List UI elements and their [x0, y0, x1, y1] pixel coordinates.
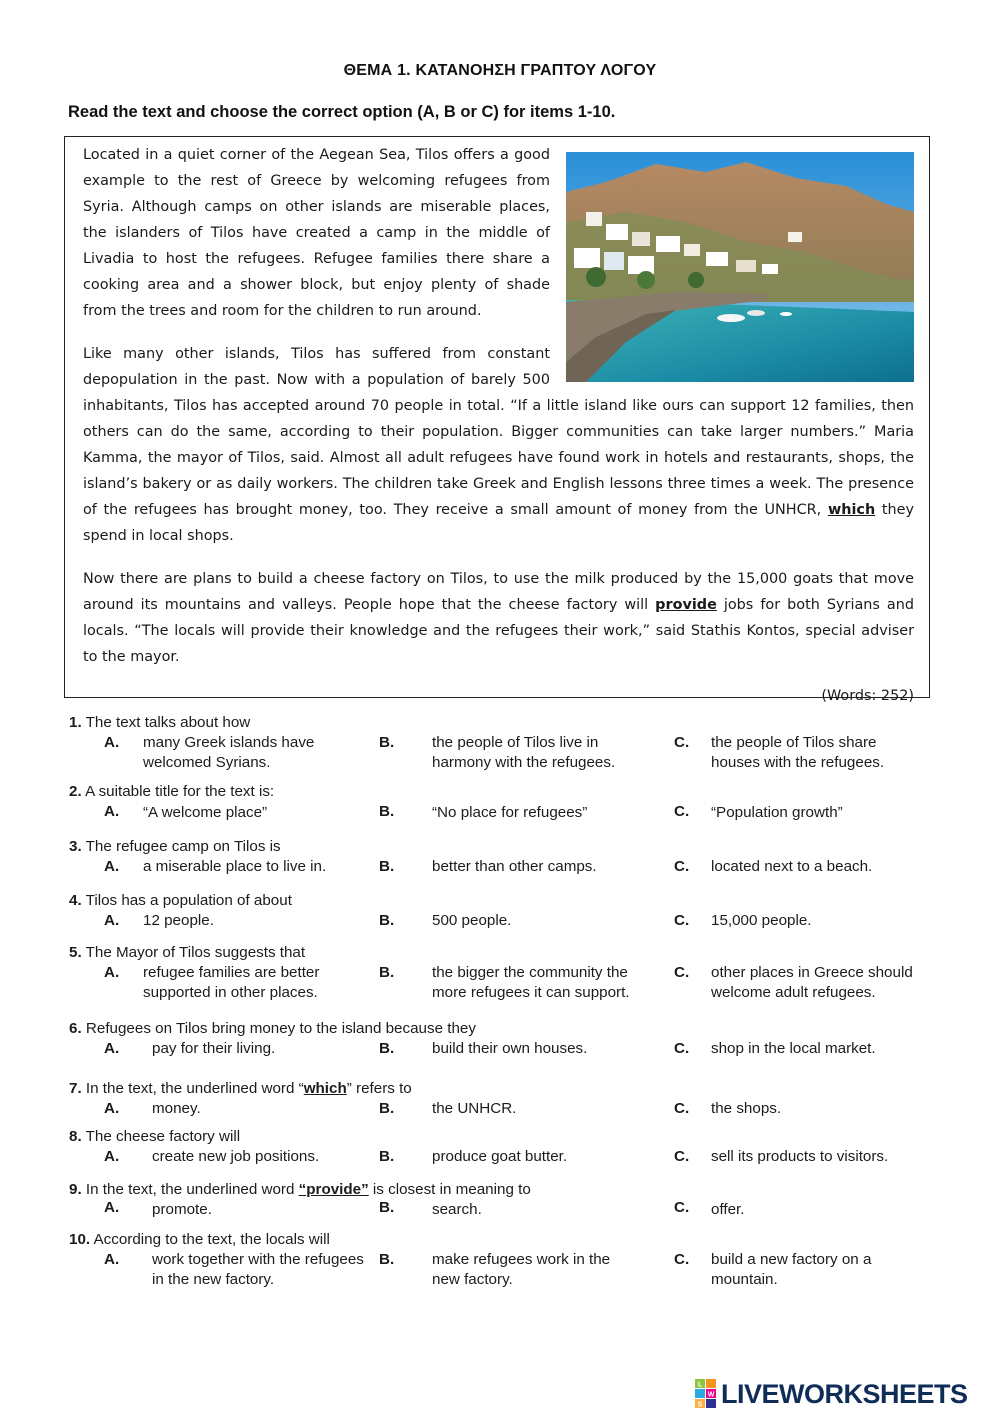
option-b-label: B. — [379, 912, 395, 929]
option-c-label: C. — [674, 858, 690, 875]
option-c-label: C. — [674, 1040, 690, 1057]
option-b-label: B. — [379, 964, 395, 981]
option-a-label: A. — [104, 964, 120, 981]
exam-title: ΘΕΜΑ 1. ΚΑΤΑΝΟΗΣΗ ΓΡΑΠΤΟΥ ΛΟΓΟΥ — [343, 62, 657, 79]
option-a[interactable]: money. — [152, 1100, 201, 1117]
word-count: (Words: 252) — [821, 688, 914, 704]
option-c[interactable]: offer. — [711, 1201, 745, 1218]
option-b[interactable]: the bigger the community the more refugees it can support. — [432, 964, 630, 1001]
option-b-label: B. — [379, 803, 395, 820]
option-b-label: B. — [379, 734, 395, 751]
question-stem: 5. The Mayor of Tilos suggests that — [69, 944, 306, 961]
logo-letter-l: L — [697, 1381, 703, 1389]
option-c[interactable]: the people of Tilos share houses with the refugees. — [711, 734, 885, 771]
option-b[interactable]: “No place for refugees” — [432, 804, 588, 821]
liveworksheets-brand — [695, 1378, 968, 1410]
option-c[interactable]: the shops. — [711, 1100, 782, 1117]
option-c[interactable]: located next to a beach. — [711, 858, 873, 875]
paragraph-3-end: jobs for both Syrians and locals. “The locals will provide their knowledge and the refugees their work,” said Stathis Kontos, special adviser to the mayor. — [83, 597, 914, 665]
logo-letter-s: S — [697, 1401, 703, 1409]
paragraph-2-end: they spend in local shops. — [83, 502, 915, 544]
option-b-label: B. — [379, 858, 395, 875]
option-c[interactable]: build a new factory on a mountain. — [711, 1251, 872, 1288]
option-a-label: A. — [104, 1148, 120, 1165]
option-b-label: B. — [379, 1040, 395, 1057]
option-c-label: C. — [674, 803, 690, 820]
reading-passage — [83, 142, 914, 709]
option-b[interactable]: the UNHCR. — [432, 1100, 517, 1117]
tilos-harbour-photo — [566, 152, 914, 382]
passage-paragraph-3 — [83, 566, 914, 670]
question-stem: 9. In the text, the underlined word “provide” is closest in meaning to — [69, 1181, 531, 1198]
option-a[interactable]: refugee families are better supported in other places. — [143, 964, 320, 1001]
option-c[interactable]: “Population growth” — [711, 804, 843, 821]
logo-letter-w: W — [707, 1391, 715, 1399]
option-a-label: A. — [104, 1100, 120, 1117]
question-stem: 3. The refugee camp on Tilos is — [69, 838, 281, 855]
paragraph-2-text: Like many other islands, Tilos has suffered from constant depopulation in the past. Now with a population of barely 500 inhabitants, Tilos has accepted around 70 people in total. “If a little island like ours can support 12 families, then others can do the same, according to their population. Bigger communities can take larger numbers.” Maria Kamma, the mayor of Tilos, said. Almost all adult refugees have found work in hotels and restaurants, shops, the island’s bakery or as daily workers. The children take Greek and English lessons three times a week. The presence of the refugees has brought money, too. They receive a small amount of money from the UNHCR, — [83, 346, 914, 518]
option-a-label: A. — [104, 1251, 120, 1268]
question-stem: 7. In the text, the underlined word “which” refers to — [69, 1080, 412, 1097]
question-stem: 10. According to the text, the locals will — [69, 1231, 330, 1248]
option-b[interactable]: produce goat butter. — [432, 1148, 568, 1165]
paragraph-3-text: Now there are plans to build a cheese factory on Tilos, to use the milk produced by the 15,000 goats that move around its mountains and valleys. People hope that the cheese factory will — [83, 571, 914, 613]
option-c-label: C. — [674, 1148, 690, 1165]
option-a[interactable]: “A welcome place” — [143, 804, 268, 821]
stem-underlined-word: which — [303, 1080, 347, 1097]
option-c-label: C. — [674, 734, 690, 751]
option-b[interactable]: search. — [432, 1201, 482, 1218]
brand-wordmark: LIVEWORKSHEETS — [721, 1378, 968, 1409]
option-b[interactable]: better than other camps. — [432, 858, 597, 875]
stem-underlined-word: “provide” — [298, 1181, 369, 1198]
option-c-label: C. — [674, 964, 690, 981]
option-a[interactable]: create new job positions. — [152, 1148, 320, 1165]
option-b[interactable]: make refugees work in the new factory. — [432, 1251, 611, 1288]
option-a-label: A. — [104, 912, 120, 929]
option-a-label: A. — [104, 1199, 120, 1216]
question-stem: 1. The text talks about how — [69, 714, 251, 731]
option-c-label: C. — [674, 1199, 690, 1216]
option-c[interactable]: 15,000 people. — [711, 912, 812, 929]
passage-paragraph-1: Located in a quiet corner of the Aegean Sea, Tilos offers a good example to the rest of Greece by welcoming refugees from Syria. Although camps on other islands are miserable places, the islanders of Tilos have created a camp in the middle of Livadia to host the refugees. Refugee families there share a cooking area and a shower block, but enjoy plenty of shade from the trees and room for the children to run around. — [83, 147, 550, 319]
option-c-label: C. — [674, 1251, 690, 1268]
option-b-label: B. — [379, 1100, 395, 1117]
question-stem: 2. A suitable title for the text is: — [69, 783, 275, 800]
option-c-label: C. — [674, 1100, 690, 1117]
question-stem: 4. Tilos has a population of about — [69, 892, 292, 909]
option-a-label: A. — [104, 858, 120, 875]
option-b-label: B. — [379, 1199, 395, 1216]
option-b[interactable]: the people of Tilos live in harmony with the refugees. — [432, 734, 616, 771]
option-c-label: C. — [674, 912, 690, 929]
option-c[interactable]: sell its products to visitors. — [711, 1148, 889, 1165]
option-b-label: B. — [379, 1251, 395, 1268]
option-a-label: A. — [104, 1040, 120, 1057]
question-stem: 8. The cheese factory will — [69, 1128, 241, 1145]
liveworksheets-logo-icon — [695, 1379, 717, 1409]
option-a-label: A. — [104, 803, 120, 820]
option-a-label: A. — [104, 734, 120, 751]
option-b[interactable]: build their own houses. — [432, 1040, 588, 1057]
option-a[interactable]: 12 people. — [143, 912, 214, 929]
option-c[interactable]: shop in the local market. — [711, 1040, 876, 1057]
underlined-word-which: which — [827, 502, 876, 518]
question-stem: 6. Refugees on Tilos bring money to the island because they — [69, 1020, 476, 1037]
option-b[interactable]: 500 people. — [432, 912, 512, 929]
instructions: Read the text and choose the correct option (A, B or C) for items 1-10. — [68, 103, 616, 121]
option-a[interactable]: many Greek islands have welcomed Syrians. — [143, 734, 315, 771]
option-b-label: B. — [379, 1148, 395, 1165]
underlined-word-provide: provide — [655, 597, 717, 613]
option-a[interactable]: promote. — [152, 1201, 212, 1218]
option-a[interactable]: work together with the refugees in the new factory. — [152, 1251, 364, 1288]
option-a[interactable]: pay for their living. — [152, 1040, 276, 1057]
option-a[interactable]: a miserable place to live in. — [143, 858, 327, 875]
option-c[interactable]: other places in Greece should welcome adult refugees. — [711, 964, 913, 1001]
